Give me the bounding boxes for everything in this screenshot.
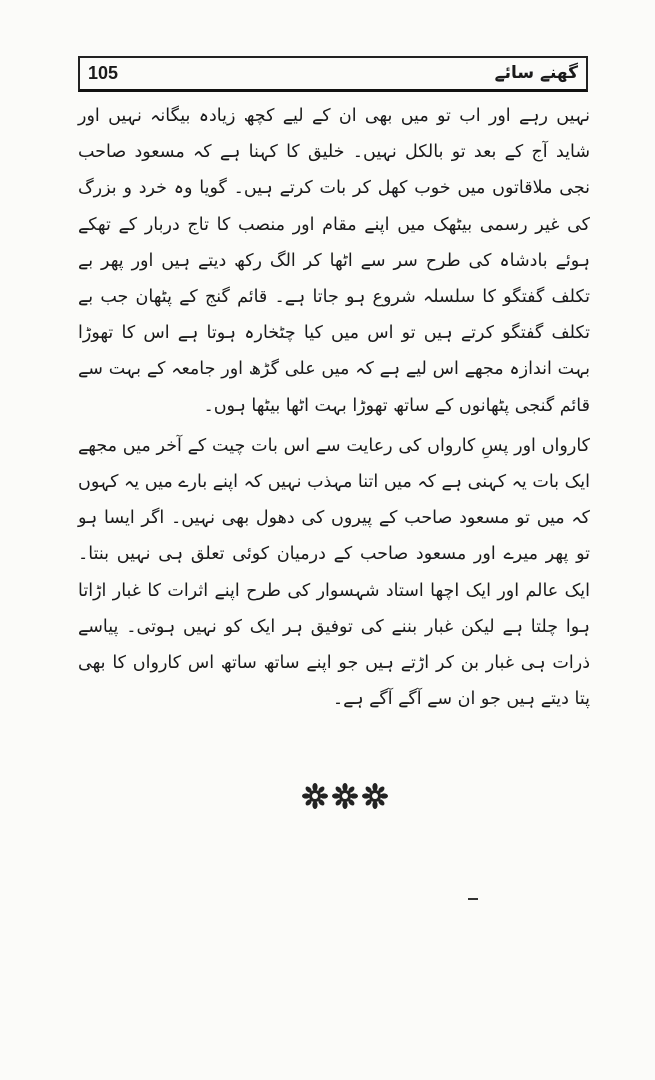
page-header [78,56,588,92]
body-text [78,98,590,717]
section-end-ornament [300,782,390,810]
flower-ornament-icon [300,782,390,810]
stray-mark [468,898,478,900]
paragraph-1: نہیں رہے اور اب تو میں بھی ان کے لیے کچھ زیادہ بیگانہ نہیں اور شاید آج کے بعد تو بالکل نہیں۔ خلیق کا کہنا ہے کہ مسعود صاحب نجی ملاقاتوں میں خوب کھل کر بات کرتے ہیں۔ گویا وہ خرد و بزرگ کی غیر رسمی بیٹھک میں اپنے مقام اور منصب کا تاج دربار کے تھکے ہوئے بادشاہ کی طرح سر سے اٹھا کر الگ رکھ دیتے ہیں اور پھر بے تکلف گفتگو کا سلسلہ شروع ہو جاتا ہے۔ قائم گنج کے پٹھان جب بے تکلف گفتگو کرتے ہیں تو اس میں کیا چٹخارہ ہوتا ہے اس کا تھوڑا بہت اندازہ مجھے اس لیے ہے کہ میں علی گڑھ اور جامعہ کے بہت سے قائم گنجی پٹھانوں کے ساتھ تھوڑا بہت اٹھا بیٹھا ہوں۔ [78,106,590,416]
page-number: 105 [88,63,119,83]
flower-ornament-icon [332,783,358,809]
flower-ornament-icon [302,783,328,809]
paragraph-2: کارواں اور پسِ کارواں کی رعایت سے اس بات چیت کے آخر میں مجھے ایک بات یہ کہنی ہے کہ میں اتنا مہذب نہیں کہ اپنے بارے میں یہ کہوں کہ میں تو مسعود صاحب کے پیروں کی دھول بھی نہیں۔ اگر ایسا ہو تو پھر میرے اور مسعود صاحب کے درمیان کوئی تعلق ہی نہیں بنتا۔ ایک عالم اور ایک اچھا استاد شہسوار کی طرح اپنے اثرات کا غبار اڑاتا ہوا چلتا ہے لیکن غبار بننے کی توفیق ہر ایک کو نہیں ہوتی۔ پیاسے ذرات ہی غبار بن کر اڑتے ہیں جو اپنے ساتھ ساتھ اس کارواں کا بھی پتا دیتے ہیں جو ان سے آگے آگے ہے۔ [78,435,590,710]
flower-ornament-icon [362,783,388,809]
running-title: گھنے سائے [494,63,578,83]
